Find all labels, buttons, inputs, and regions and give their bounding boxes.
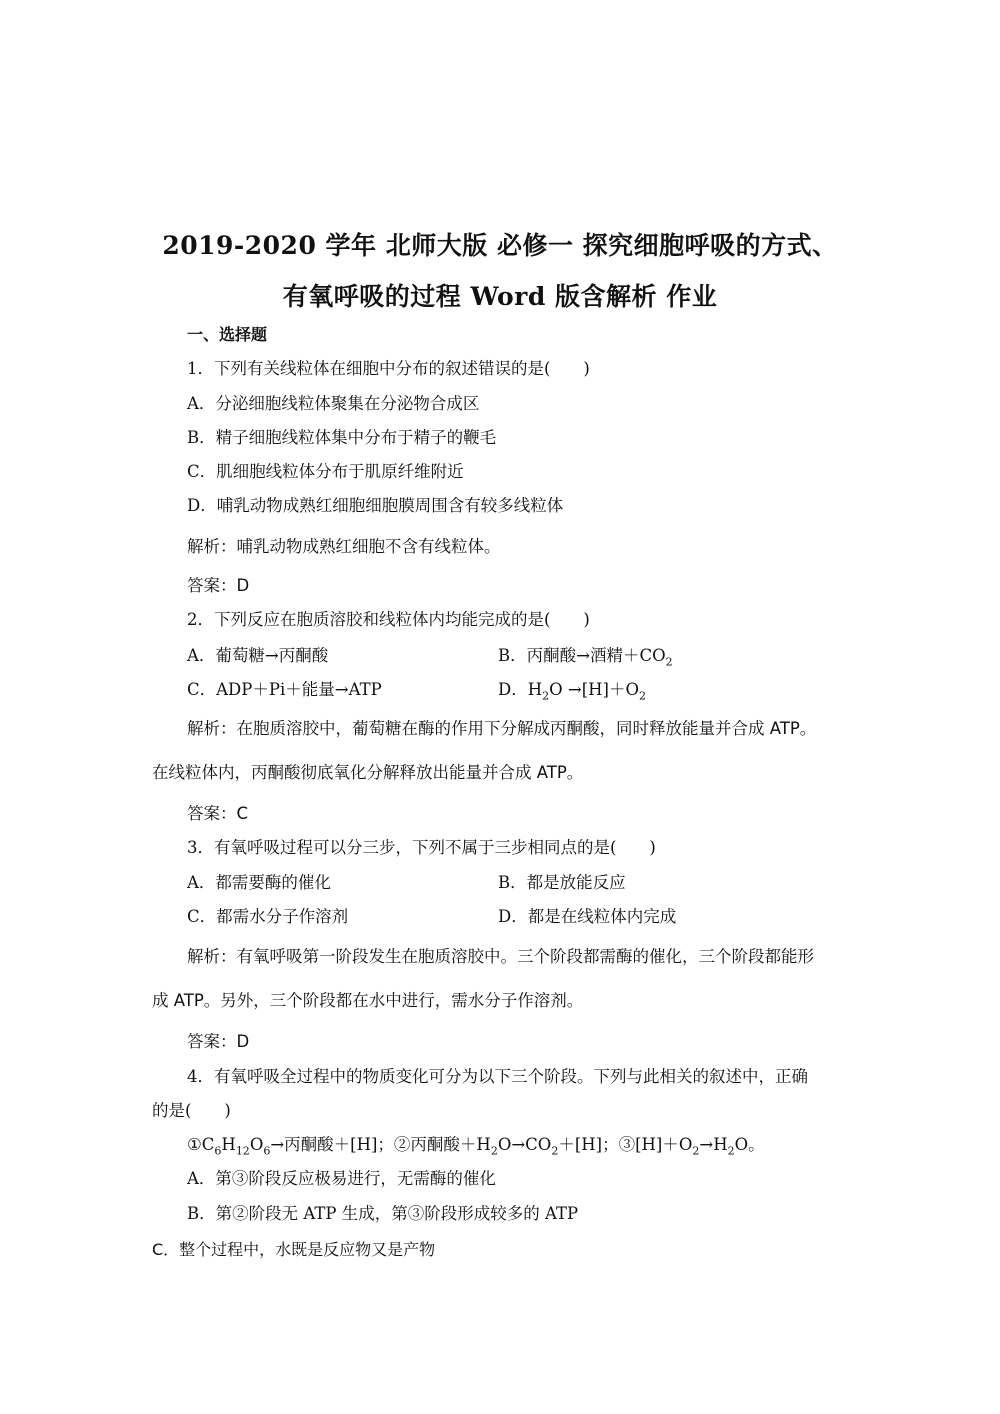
q4-option-c: C．整个过程中，水既是反应物又是产物 bbox=[152, 1240, 436, 1259]
q3-option-c: C．都需水分子作溶剂 bbox=[187, 907, 349, 926]
eq-sub-3: 6 bbox=[263, 1144, 271, 1158]
q4-equation bbox=[187, 1134, 765, 1162]
q4-option-a: A．第③阶段反应极易进行，无需酶的催化 bbox=[187, 1169, 496, 1188]
q3-analysis-line2: 成 ATP。另外，三个阶段都在水中进行，需水分子作溶剂。 bbox=[152, 991, 584, 1010]
q3-answer: 答案：D bbox=[187, 1032, 250, 1051]
q2-option-c: C．ADP＋Pi＋能量→ATP bbox=[187, 680, 382, 699]
q2-analysis-line2: 在线粒体内，丙酮酸彻底氧化分解释放出能量并合成 ATP。 bbox=[152, 763, 584, 782]
q1-option-a: A．分泌细胞线粒体聚集在分泌物合成区 bbox=[187, 394, 480, 413]
q1-stem: 1．下列有关线粒体在细胞中分布的叙述错误的是( ) bbox=[187, 359, 590, 378]
section-heading: 一、选择题 bbox=[187, 325, 268, 344]
eq-text-2: H bbox=[221, 1135, 236, 1154]
q3-option-a: A．都需要酶的催化 bbox=[187, 873, 331, 892]
q1-answer: 答案：D bbox=[187, 576, 250, 595]
q2-answer: 答案：C bbox=[187, 804, 249, 823]
q3-stem: 3．有氧呼吸过程可以分三步，下列不属于三步相同点的是( ) bbox=[187, 838, 656, 857]
eq-sub-1: 6 bbox=[214, 1144, 222, 1158]
q1-option-b: B．精子细胞线粒体集中分布于精子的鞭毛 bbox=[187, 428, 497, 447]
eq-sub-7: 2 bbox=[727, 1144, 735, 1158]
eq-text-6: ＋[H]；③[H]＋O bbox=[558, 1135, 693, 1154]
q3-option-d: D．都是在线粒体内完成 bbox=[498, 907, 677, 926]
q2-analysis-line1: 解析：在胞质溶胶中，葡萄糖在酶的作用下分解成丙酮酸，同时释放能量并合成 ATP。 bbox=[187, 719, 817, 738]
eq-sub-4: 2 bbox=[490, 1144, 498, 1158]
eq-text-1: ①C bbox=[187, 1135, 215, 1154]
document-title-line1: 2019-2020 学年 北师大版 必修一 探究细胞呼吸的方式、 bbox=[162, 231, 838, 260]
q2-option-d bbox=[498, 679, 646, 707]
q1-analysis: 解析：哺乳动物成熟红细胞不含有线粒体。 bbox=[187, 537, 501, 556]
q1-option-c: C．肌细胞线粒体分布于肌原纤维附近 bbox=[187, 462, 464, 481]
q2-option-b-text: B．丙酮酸→酒精＋CO bbox=[498, 646, 666, 665]
eq-text-4: →丙酮酸＋[H]；②丙酮酸＋H bbox=[270, 1135, 491, 1154]
q2-stem: 2．下列反应在胞质溶胶和线粒体内均能完成的是( ) bbox=[187, 610, 590, 629]
q4-stem-line2: 的是( ) bbox=[152, 1101, 231, 1120]
q3-option-b: B．都是放能反应 bbox=[498, 873, 626, 892]
q2-option-d-sub1: 2 bbox=[542, 689, 550, 703]
q4-stem-line1: 4．有氧呼吸全过程中的物质变化可分为以下三个阶段。下列与此相关的叙述中，正确 bbox=[187, 1067, 808, 1086]
q1-option-d: D．哺乳动物成熟红细胞细胞膜周围含有较多线粒体 bbox=[187, 496, 564, 515]
q4-option-b: B．第②阶段无 ATP 生成，第③阶段形成较多的 ATP bbox=[187, 1204, 579, 1223]
eq-sub-6: 2 bbox=[692, 1144, 700, 1158]
eq-text-5: O→CO bbox=[497, 1135, 552, 1154]
eq-text-8: O。 bbox=[734, 1135, 765, 1154]
eq-sub-5: 2 bbox=[551, 1144, 559, 1158]
q2-option-b-sub: 2 bbox=[665, 655, 673, 669]
q2-option-b bbox=[498, 645, 673, 673]
eq-text-7: →H bbox=[699, 1135, 728, 1154]
document-title-line2: 有氧呼吸的过程 Word 版含解析 作业 bbox=[282, 282, 718, 311]
q2-option-a: A．葡萄糖→丙酮酸 bbox=[187, 646, 329, 665]
q2-option-d-text1: D．H bbox=[498, 680, 543, 699]
eq-text-3: O bbox=[249, 1135, 264, 1154]
q3-analysis-line1: 解析：有氧呼吸第一阶段发生在胞质溶胶中。三个阶段都需酶的催化，三个阶段都能形 bbox=[187, 947, 814, 966]
q2-option-d-text2: O →[H]＋O bbox=[549, 680, 640, 699]
eq-sub-2: 12 bbox=[235, 1144, 250, 1158]
q2-option-d-sub2: 2 bbox=[639, 689, 647, 703]
